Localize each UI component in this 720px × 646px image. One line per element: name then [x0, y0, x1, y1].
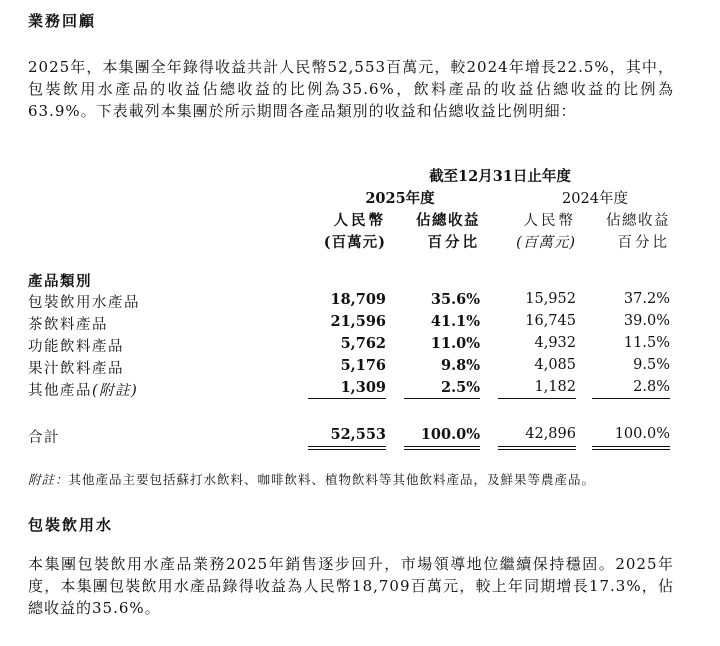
total-percentage-2025: 100.0% — [420, 426, 480, 443]
col-rmb-unit-2025: (百萬元) — [323, 234, 386, 251]
year-2024-header: 2024年度 — [562, 191, 628, 207]
subtotal-rule — [308, 398, 386, 399]
row-label: 包裝飲用水產品 — [28, 295, 140, 311]
col-pct-unit-2025: 百分比 — [427, 234, 480, 251]
total-double-rule — [498, 446, 576, 447]
percentage-2024: 37.2% — [623, 291, 670, 307]
intro-paragraph: 2025年，本集團全年錄得收益共計人民幣52,553百萬元，較2024年增長22.5%，其中，包裝飲用水產品的收益佔總收益的比例為35.6%，飲料產品的收益佔總收益的比例為63.9%。下表載列本集團於所示期間各產品類別的收益和佔總收益比例明細： — [28, 58, 674, 120]
percentage-2025: 41.1% — [430, 313, 480, 330]
revenue-2024: 1,182 — [534, 379, 576, 395]
revenue-2025: 18,709 — [330, 291, 386, 308]
total-double-rule — [404, 446, 480, 447]
total-double-rule — [308, 446, 386, 447]
percentage-2024: 9.5% — [633, 357, 670, 373]
revenue-2024: 15,952 — [525, 291, 576, 307]
col-pct-unit-2024: 百分比 — [617, 235, 670, 251]
row-label: 功能飲料產品 — [28, 339, 124, 355]
total-double-rule — [308, 449, 386, 450]
revenue-2024: 4,932 — [534, 335, 576, 351]
total-double-rule — [592, 446, 670, 447]
revenue-2025: 5,176 — [340, 357, 386, 374]
col-pct-2024: 佔總收益 — [606, 213, 670, 229]
revenue-2024: 16,745 — [525, 313, 576, 329]
col-pct-2025: 佔總收益 — [416, 212, 480, 229]
total-double-rule — [498, 449, 576, 450]
row-label: 茶飲料產品 — [28, 317, 108, 333]
revenue-2025: 1,309 — [340, 379, 386, 396]
revenue-2025: 5,762 — [340, 335, 386, 352]
percentage-2025: 11.0% — [430, 335, 480, 352]
revenue-2024: 4,085 — [534, 357, 576, 373]
footnote-label: 附註： — [28, 472, 69, 487]
percentage-2024: 2.8% — [633, 379, 670, 395]
col-rmb-unit-2024: (百萬元) — [516, 235, 576, 251]
percentage-2025: 2.5% — [440, 379, 480, 396]
footnote-text: 其他產品主要包括蘇打水飲料、咖啡飲料、植物飲料等其他飲料產品，及鮮果等農產品。 — [68, 472, 596, 487]
category-header: 產品類別 — [28, 273, 92, 290]
row-label-text: 其他產品 — [28, 383, 92, 399]
col-rmb-2024: 人民幣 — [523, 213, 576, 229]
col-rmb-2025: 人民幣 — [333, 212, 386, 229]
subtotal-rule — [404, 398, 480, 399]
subtotal-rule — [498, 398, 576, 399]
percentage-2024: 39.0% — [623, 313, 670, 329]
total-revenue-2024: 42,896 — [525, 426, 576, 442]
packaged-water-paragraph: 本集團包裝飲用水產品業務2025年銷售逐步回升，市場領導地位繼續保持穩固。2025年度，本集團包裝飲用水產品錄得收益為人民幣18,709百萬元，較上年同期增長17.3%，佔總收益的35.6%。 — [28, 555, 674, 617]
percentage-2025: 35.6% — [430, 291, 480, 308]
subtotal-rule — [592, 398, 670, 399]
section-heading-business-review: 業務回顧 — [28, 12, 97, 30]
row-label-note: (附註) — [92, 383, 139, 399]
row-label — [28, 379, 138, 400]
section-heading-packaged-water: 包裝飲用水 — [28, 516, 114, 534]
percentage-2025: 9.8% — [440, 357, 480, 374]
total-double-rule — [592, 449, 670, 450]
revenue-2025: 21,596 — [330, 313, 386, 330]
total-label: 合計 — [28, 430, 60, 446]
total-revenue-2025: 52,553 — [330, 426, 386, 443]
row-label: 果汁飲料產品 — [28, 361, 124, 377]
period-header: 截至12月31日止年度 — [429, 168, 571, 185]
total-double-rule — [404, 449, 480, 450]
percentage-2024: 11.5% — [623, 335, 670, 351]
table-footnote — [28, 470, 595, 488]
total-percentage-2024: 100.0% — [614, 426, 670, 442]
year-2025-header: 2025年度 — [365, 190, 435, 207]
